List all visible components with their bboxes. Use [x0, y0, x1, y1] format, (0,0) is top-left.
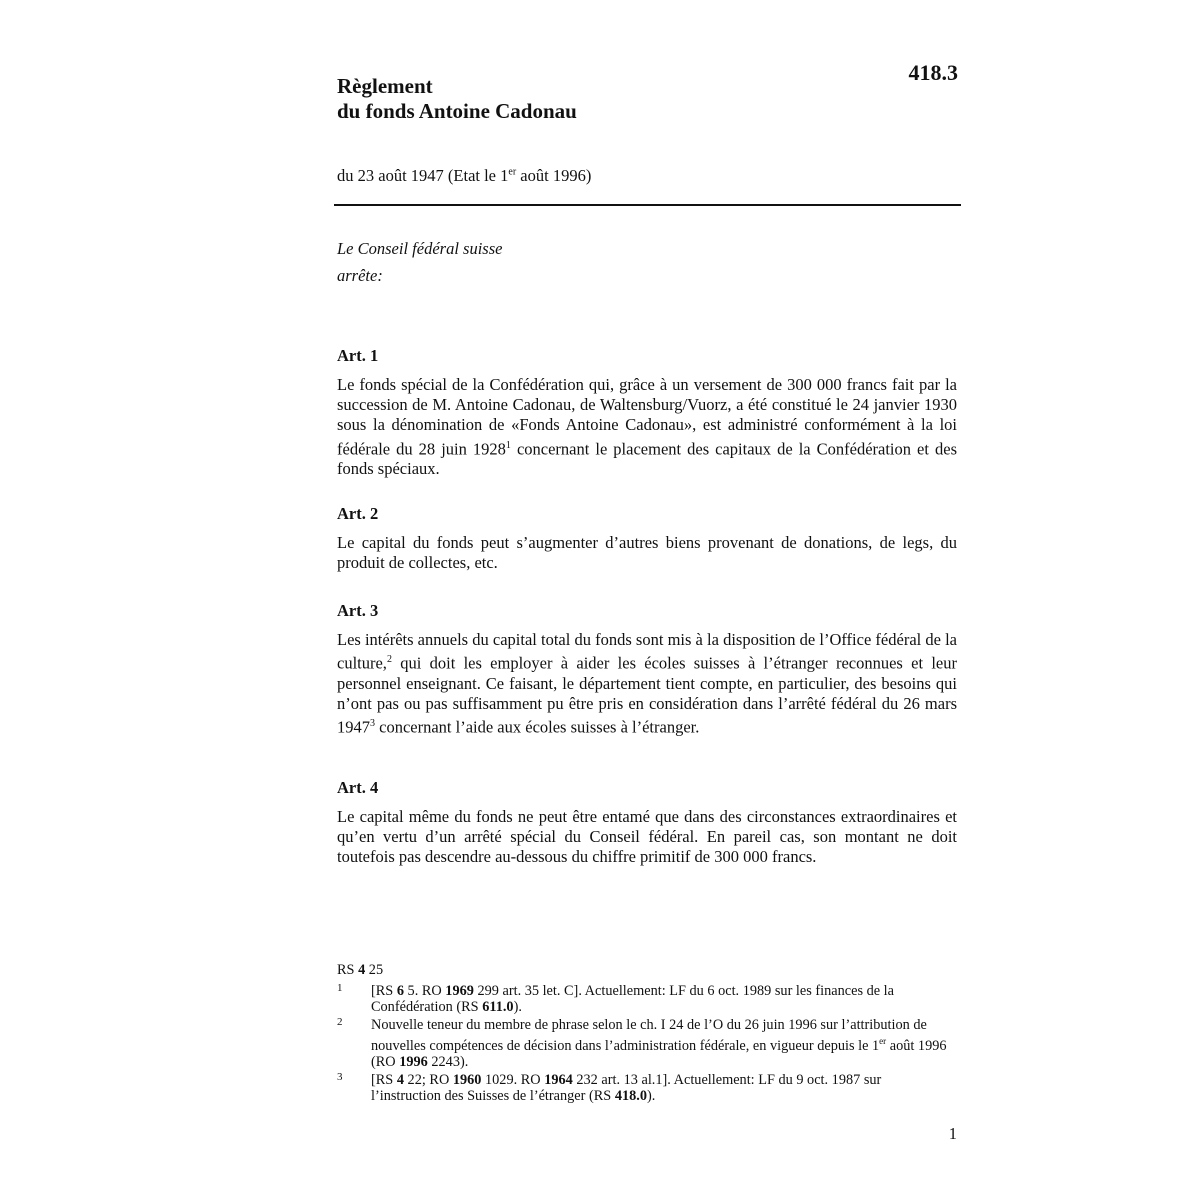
article-2	[337, 504, 957, 573]
preamble-authority: Le Conseil fédéral suisse	[337, 239, 503, 258]
article-title: Art. 1	[337, 346, 379, 365]
article-text: Les intérêts annuels du capital total du fonds sont mis à la disposition de l’Office fédéral de la culture,$^2$ qui doit les employer à aider les écoles suisses à l’étranger reconnues et leur personnel enseignant. Ce faisant, le département tient compte, en particulier, des besoins qui n’ont pas ou pas suffisamment pu être pris en considération dans l’arrêté fédéral du 26 mars 1947$^3$ concernant l’aide aux écoles suisses à l’étranger.	[337, 630, 957, 737]
article-1	[337, 346, 957, 480]
article-3	[337, 601, 957, 738]
footnote-ref[interactable]: 1	[505, 439, 511, 451]
preamble	[337, 235, 502, 289]
footnote-rs: RS 4 25	[337, 962, 384, 978]
footnote-ref[interactable]: 3	[370, 718, 375, 730]
date-suffix: août 1996)	[516, 166, 592, 185]
page-number: 1	[948, 1124, 957, 1143]
article-text: Le capital du fonds peut s’augmenter d’autres biens provenant de donations, de legs, du produit de collectes, etc.	[337, 533, 957, 573]
footnote-3: 3 [RS 4 22; RO 1960 1029. RO 1964 232 art. 13 al.1]. Actuellement: LF du 9 oct. 1987 sur l’instruction des Suisses de l’étranger (RS 418.0).	[337, 1070, 882, 1105]
document-title	[337, 74, 577, 124]
header-divider	[334, 204, 961, 206]
article-title: Art. 2	[337, 504, 379, 523]
document-number: 418.3	[908, 60, 958, 85]
title-line-1: Règlement	[337, 74, 433, 98]
document-date	[337, 166, 591, 186]
article-text: Le fonds spécial de la Confédération qui, grâce à un versement de 300 000 francs fait par la succession de M. Antoine Cadonau, de Waltensburg/Vuorz, a été constitué le 24 janvier 1930 sous la dénomination de «Fonds Antoine Cadonau», est administré conformément à la loi fédérale du 28 juin 1928$^1$ concernant le placement des capitaux de la Confédération et des fonds spéciaux.	[337, 375, 957, 479]
date-prefix: du 23 août 1947 (Etat le 1	[337, 166, 509, 185]
article-title: Art. 3	[337, 601, 379, 620]
date-sup: er	[508, 166, 517, 178]
footnote-number: 2	[337, 1015, 343, 1028]
article-text: Le capital même du fonds ne peut être entamé que dans des circonstances extraordinaires et qu’en vertu d’un arrêté spécial du Conseil fédéral. En pareil cas, son montant ne doit toutefois pas descendre au-dessous du chiffre primitif de 300 000 francs.	[337, 807, 957, 867]
footnote-1: 1 [RS 6 5. RO 1969 299 art. 35 let. C]. Actuellement: LF du 6 oct. 1989 sur les finances de la Confédération (RS 611.0).	[337, 981, 894, 1015]
article-4	[337, 778, 957, 868]
footnote-2: 2 Nouvelle teneur du membre de phrase selon le ch. I 24 de l’O du 26 juin 1996 sur l’attribution de nouvelles compétences de décision dans l’administration fédérale, en vigueur depuis le 1er août 1996 (RO 1996 2243).	[337, 1015, 947, 1071]
footnote-number: 3	[337, 1070, 343, 1083]
article-title: Art. 4	[337, 778, 379, 797]
title-line-2: du fonds Antoine Cadonau	[337, 99, 577, 123]
footnote-number: 1	[337, 981, 343, 994]
footnotes	[337, 962, 952, 1106]
preamble-decree: arrête:	[337, 266, 383, 285]
footnote-ref[interactable]: 2	[386, 654, 392, 666]
